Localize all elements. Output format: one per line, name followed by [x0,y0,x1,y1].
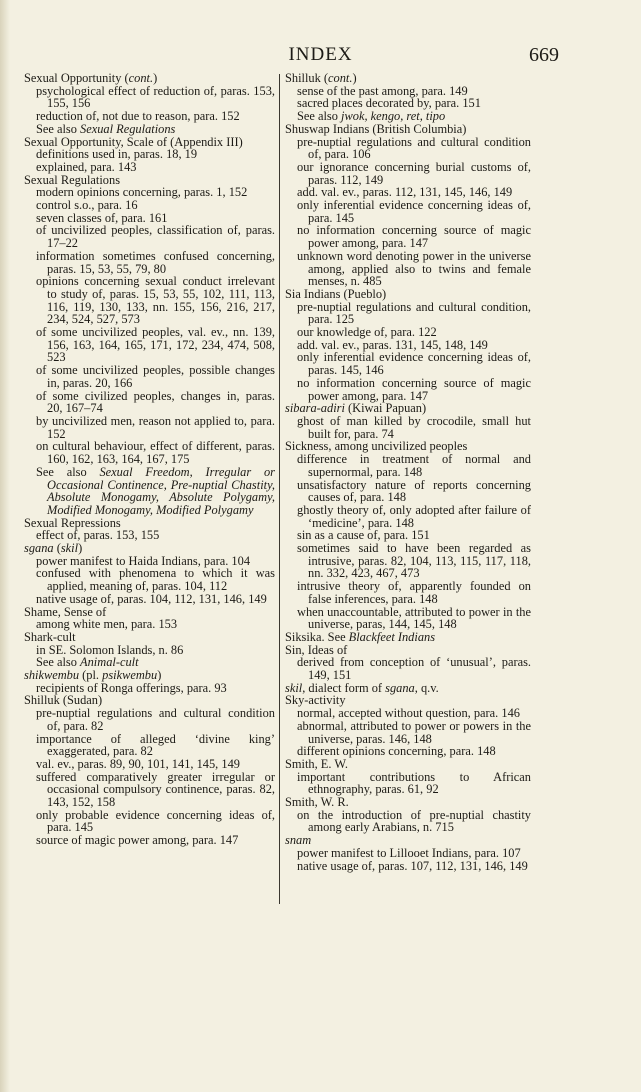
index-subentry [285,224,531,249]
entry-text: when unaccountable, attributed to power in the universe, paras, 144, 145, 148 [297,604,531,632]
index-subentry [24,275,275,326]
entry-text: Siksika. See [285,629,349,644]
index-subentry [285,199,531,224]
entry-text: , q.v. [414,680,439,695]
entry-text: val. ev., paras. 89, 90, 101, 141, 145, 149 [36,756,240,771]
index-subentry [285,136,531,161]
index-subentry [285,479,531,504]
index-subentry [24,834,275,847]
entry-text: See also [36,464,100,479]
entry-text: skil [285,680,303,695]
entry-text: snam [285,833,312,848]
index-column-right [285,72,531,872]
entry-text: importance of alleged ‘divine king’ exaggerated, para. 82 [36,731,275,759]
entry-text: among white men, para. 153 [36,617,178,632]
entry-text: Sexual Freedom, Irregular or Occasional Continence, Pre-nuptial Chastity, Absolute Monogamy, Absolute Polygamy, Modified Monogamy, Modified Polygamy [47,464,275,517]
entry-text: intrusive theory of, apparently founded on false inferences, para. 148 [297,579,531,606]
entry-text: (Kiwai Papuan) [344,401,427,416]
entry-text: add. val. ev., paras. 131, 145, 148, 149 [297,337,488,352]
entry-text: add. val. ev., paras. 112, 131, 145, 146, 149 [297,185,513,200]
entry-text: explained, para. 143 [36,159,137,174]
entry-text: Sexual Repressions [24,515,121,530]
index-subentry [285,301,531,326]
index-subentry [285,161,531,186]
index-subentry [24,466,275,517]
entry-text: unsatisfactory nature of reports concerning causes of, para. 148 [297,477,531,505]
index-subentry [24,250,275,275]
index-subentry [24,390,275,415]
entry-text: See also [36,655,81,670]
index-subentry [285,504,531,529]
index-subentry [285,580,531,605]
entry-text: on the introduction of pre-nuptial chastity among early Arabians, n. 715 [297,807,531,835]
entry-text: skil [60,541,79,556]
index-subentry [24,440,275,465]
entry-text: psychological effect of reduction of, paras. 153, 155, 156 [36,83,275,111]
entry-text: Shilluk ( [285,71,329,85]
entry-text: normal, accepted without question, para. 146 [297,706,520,721]
entry-text: Sin, Ideas of [285,642,348,657]
index-subentry [285,606,531,631]
index-subentry [285,453,531,478]
entry-text: ( [53,541,61,556]
entry-text: in SE. Solomon Islands, n. 86 [36,642,184,657]
entry-text: our ignorance concerning burial customs of, paras. 112, 149 [297,159,531,187]
index-subentry [285,250,531,288]
entry-text: Sky-activity [285,693,346,708]
entry-text: ghostly theory of, only adopted after failure of ‘medicine’, para. 148 [297,502,531,530]
index-subentry [285,860,531,873]
entry-text: recipients of Ronga offerings, para. 93 [36,680,227,695]
entry-text: Smith, E. W. [285,756,348,771]
entry-text: sometimes said to have been regarded as intrusive, paras. 82, 104, 113, 115, 117, 118, nn. 332, 423, 467, 473 [297,541,531,581]
entry-text: Shilluk (Sudan) [24,693,103,708]
entry-text: important contributions to African ethnography, paras. 61, 92 [297,769,531,797]
index-subentry [24,415,275,440]
entry-text: only probable evidence concerning ideas of, para. 145 [36,807,275,835]
entry-text: See also [36,121,81,136]
entry-text: ) [352,71,357,85]
entry-text: of some civilized peoples, changes in, paras. 20, 167–74 [36,388,275,416]
entry-text: by uncivilized men, reason not applied to, para. 152 [36,413,275,441]
column-divider [279,74,280,904]
index-subentry [24,85,275,110]
index-subentry [24,733,275,758]
entry-text: cont. [128,71,154,85]
entry-text: control s.o., para. 16 [36,198,138,213]
entry-text: Sexual Opportunity, Scale of (Appendix III) [24,134,243,149]
entry-text: on cultural behaviour, effect of different, paras. 160, 162, 163, 164, 167, 175 [36,439,275,467]
index-subentry [24,707,275,732]
entry-text: of uncivilized peoples, classification of, paras. 17–22 [36,223,275,251]
running-header [0,44,641,70]
index-subentry [285,377,531,402]
index-subentry [24,326,275,364]
entry-text: information sometimes confused concerning, paras. 15, 53, 55, 79, 80 [36,248,275,276]
entry-text: opinions concerning sexual conduct irrelevant to study of, paras. 15, 53, 55, 102, 111, 113, 116, 119, 130, 133, nn. 155, 156, 216, 217, 234, 524, 527, 573 [36,274,275,327]
entry-text: Sexual Opportunity ( [24,71,129,85]
index-subentry [24,567,275,592]
entry-text: unknown word denoting power in the universe among, applied also to twins and female menses, n. 485 [297,248,531,289]
entry-text: native usage of, paras. 107, 112, 131, 146, 149 [297,858,528,873]
index-subentry [285,415,531,440]
entry-text: suffered comparatively greater irregular or occasional compulsory continence, paras. 82, 143, 152, 158 [36,769,275,810]
entry-text: pre-nuptial regulations and cultural condition of, para. 82 [36,706,275,733]
page-number: 669 [529,44,559,66]
entry-text: jwok, kengo, ret, tipo [341,109,446,124]
index-subentry [24,771,275,809]
entry-text: pre-nuptial regulations and cultural condition of, para. 106 [297,134,531,162]
index-subentry [285,542,531,580]
entry-text: ) [78,541,83,556]
entry-text: abnormal, attributed to power or powers in the universe, paras. 146, 148 [297,718,531,746]
entry-text: Blackfeet Indians [348,629,436,644]
index-subentry [285,656,531,681]
entry-text: Sexual Regulations [80,121,176,136]
entry-text: Shuswap Indians (British Columbia) [285,121,467,136]
index-subentry [24,224,275,249]
entry-text: of some uncivilized peoples, val. ev., nn. 139, 156, 163, 164, 165, 171, 172, 234, 474, 508, 523 [36,325,275,365]
entry-text: sense of the past among, para. 149 [297,83,468,98]
entry-text: sin as a cause of, para. 151 [297,528,430,543]
index-subentry [285,771,531,796]
entry-text: our knowledge of, para. 122 [297,325,437,340]
entry-text: sacred places decorated by, para. 151 [297,96,481,111]
entry-text: cont. [328,71,353,85]
entry-text: sgana [24,541,54,556]
entry-text: Sia Indians (Pueblo) [285,286,387,301]
entry-text: definitions used in, paras. 18, 19 [36,147,198,162]
entry-text: sibara-adiri [285,401,345,416]
entry-text: difference in treatment of normal and supernormal, para. 148 [297,452,531,479]
entry-text: modern opinions concerning, paras. 1, 152 [36,185,248,200]
entry-text: different opinions concerning, para. 148 [297,744,496,759]
entry-text: confused with phenomena to which it was applied, meaning of, paras. 104, 112 [36,566,275,594]
entry-text: no information concerning source of magic power among, para. 147 [297,375,531,403]
entry-text: pre-nuptial regulations and cultural condition, para. 125 [297,299,531,327]
entry-text: Shark-cult [24,629,76,644]
entry-text: only inferential evidence concerning ideas of, paras. 145, 146 [297,350,531,378]
index-subentry [285,809,531,834]
index-subentry [285,720,531,745]
header-title: INDEX [288,44,353,65]
entry-text: Animal-cult [80,655,139,670]
entry-text: only inferential evidence concerning ideas of, para. 145 [297,198,531,225]
entry-text: ghost of man killed by crocodile, small hut built for, para. 74 [297,413,531,441]
entry-text: Sexual Regulations [24,172,121,187]
entry-text: of some uncivilized peoples, possible changes in, paras. 20, 166 [36,363,275,390]
entry-text: native usage of, paras. 104, 112, 131, 146, 149 [36,591,267,606]
entry-text: Smith, W. R. [285,795,349,810]
entry-text: no information concerning source of magic power among, para. 147 [297,223,531,251]
entry-text: See also [297,109,342,124]
entry-text: Shame, Sense of [24,604,107,619]
entry-text: power manifest to Haida Indians, para. 104 [36,553,251,568]
entry-text: psikwembu [102,668,158,683]
entry-text: Sickness, among uncivilized peoples [285,439,468,454]
entry-text: ) [157,668,162,683]
index-column-left [24,72,275,847]
index-subentry [24,809,275,834]
entry-text: ) [153,71,158,85]
entry-text: power manifest to Lillooet Indians, para. 107 [297,845,521,860]
index-subentry [24,364,275,389]
entry-text: reduction of, not due to reason, para. 152 [36,109,240,124]
entry-text: sgana [385,680,415,695]
entry-text: shikwembu [24,668,80,683]
entry-text: , dialect form of [302,680,386,695]
entry-text: derived from conception of ‘unusual’, paras. 149, 151 [297,655,531,683]
index-subentry [285,351,531,376]
entry-text: (pl. [79,668,103,683]
entry-text: effect of, paras. 153, 155 [36,528,160,543]
entry-text: seven classes of, para. 161 [36,210,168,225]
page-binding-shadow [0,0,10,1092]
entry-text: source of magic power among, para. 147 [36,833,239,848]
